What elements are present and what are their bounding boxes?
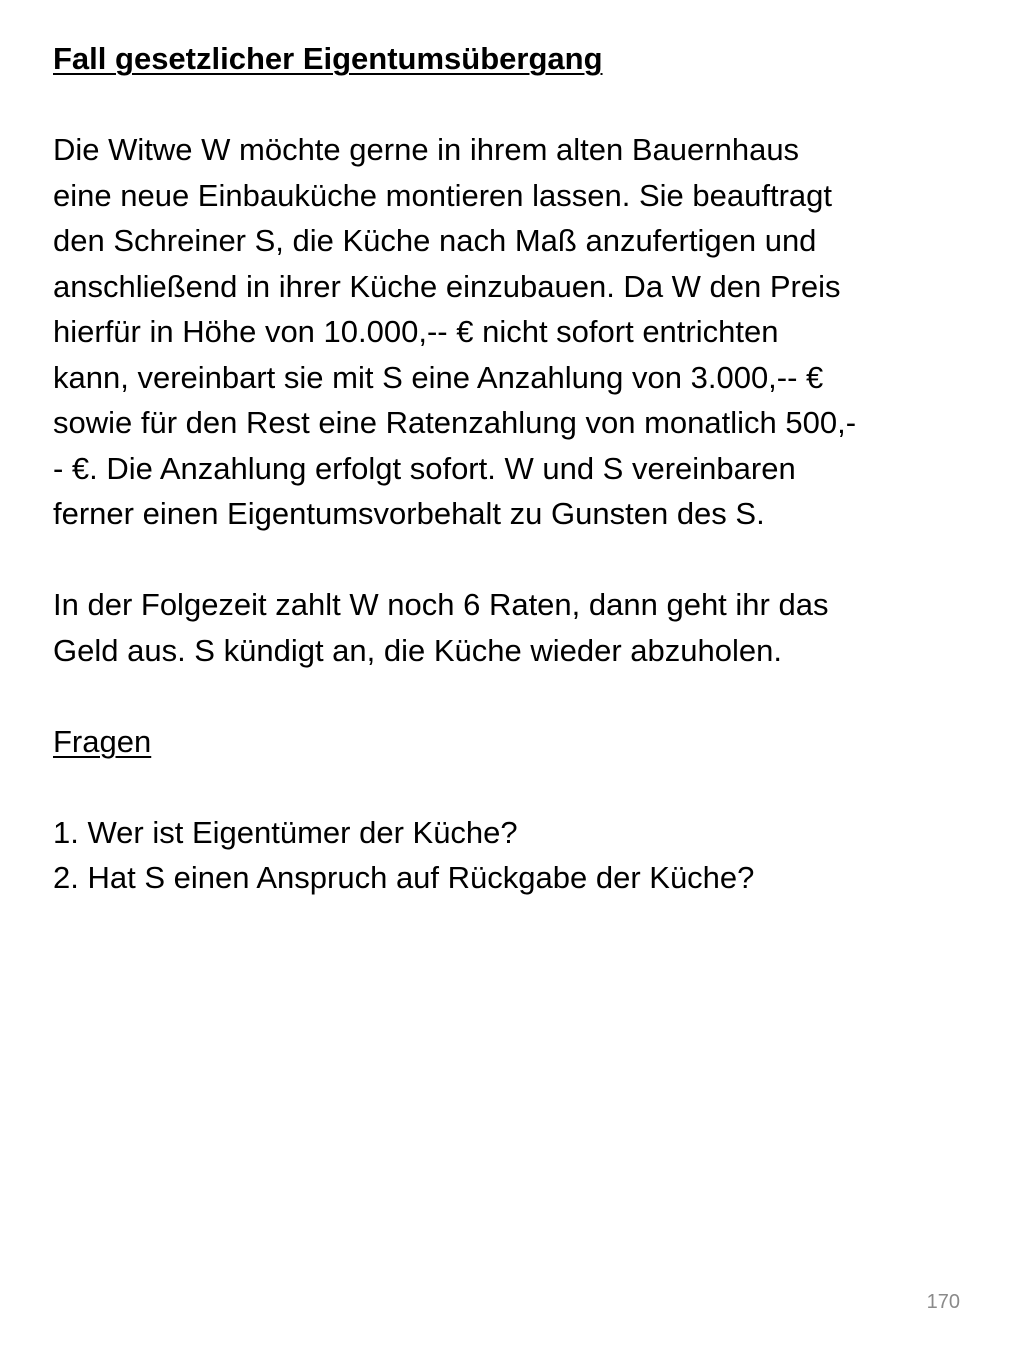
questions-heading: Fragen: [53, 723, 152, 759]
spacer: [53, 673, 993, 719]
paragraph-line: anschließend in ihrer Küche einzubauen. Da W den Preis: [53, 268, 841, 304]
paragraph-line: Geld aus. S kündigt an, die Küche wieder abzuholen.: [53, 632, 782, 668]
page-number: 170: [926, 1291, 960, 1313]
spacer: [53, 82, 993, 128]
question-item: 2. Hat S einen Anspruch auf Rückgabe der Küche?: [53, 860, 755, 895]
spacer: [53, 764, 993, 810]
paragraph-line: kann, vereinbart sie mit S eine Anzahlung von 3.000,-- €: [53, 359, 824, 395]
case-paragraph-1: [53, 127, 993, 537]
paragraph-line: - €. Die Anzahlung erfolgt sofort. W und S vereinbaren: [53, 450, 796, 486]
paragraph-line: hierfür in Höhe von 10.000,-- € nicht sofort entrichten: [53, 314, 779, 349]
paragraph-line: ferner einen Eigentumsvorbehalt zu Gunsten des S.: [53, 496, 765, 531]
question-item: 1. Wer ist Eigentümer der Küche?: [53, 814, 518, 850]
paragraph-line: Die Witwe W möchte gerne in ihrem alten Bauernhaus: [53, 132, 800, 167]
paragraph-line: eine neue Einbauküche montieren lassen. Sie beauftragt: [53, 177, 832, 213]
paragraph-line: den Schreiner S, die Küche nach Maß anzufertigen und: [53, 223, 817, 258]
paragraph-line: In der Folgezeit zahlt W noch 6 Raten, dann geht ihr das: [53, 587, 829, 622]
questions-list: [53, 810, 993, 901]
document-body: [53, 36, 993, 901]
case-title: Fall gesetzlicher Eigentumsübergang: [53, 41, 603, 76]
case-paragraph-2: [53, 582, 993, 673]
paragraph-line: sowie für den Rest eine Ratenzahlung von monatlich 500,-: [53, 405, 857, 440]
spacer: [53, 537, 993, 583]
